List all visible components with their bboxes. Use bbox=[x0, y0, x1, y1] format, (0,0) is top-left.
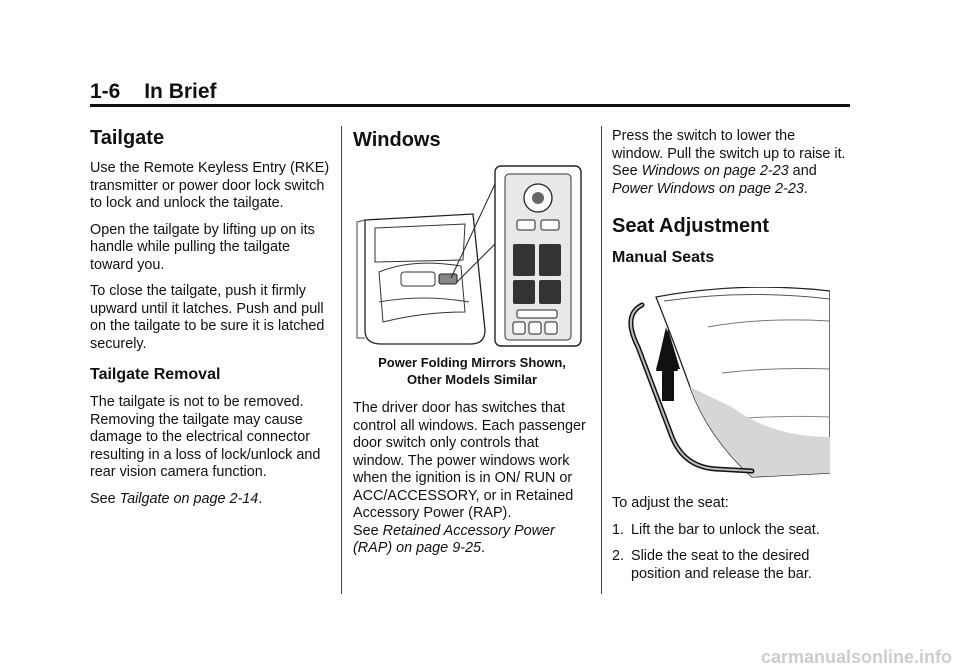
adjust-intro: To adjust the seat: bbox=[612, 495, 729, 511]
windows-cont: Press the switch to lower the window. Pull the switch up to raise it. See Windows on page 2-23 and Power Windows on page 2-23. bbox=[612, 128, 846, 197]
figure-caption: Power Folding Mirrors Shown, Other Models Similar bbox=[378, 355, 566, 387]
watermark: carmanualsonline.info bbox=[760, 647, 952, 667]
tailgate-p2: Open the tailgate by lifting up on its handle while pulling the tailgate toward you. bbox=[90, 221, 315, 273]
windows-link[interactable]: Windows on page 2-23 bbox=[641, 163, 789, 179]
tailgate-removal-heading: Tailgate Removal bbox=[90, 366, 221, 383]
tailgate-p1: Use the Remote Keyless Entry (RKE) transmitter or power door lock switch to lock and unlock the tailgate. bbox=[90, 160, 330, 211]
rap-link[interactable]: Retained Accessory Power (RAP) on page 9-25 bbox=[353, 522, 555, 556]
page-header bbox=[90, 80, 217, 104]
seat-adjustment-heading: Seat Adjustment bbox=[612, 215, 770, 237]
seat-illustration bbox=[612, 287, 830, 487]
manual-seats-heading: Manual Seats bbox=[612, 249, 715, 266]
tailgate-see: See Tailgate on page 2-14. bbox=[90, 490, 263, 507]
tailgate-p3: To close the tailgate, push it firmly upward until it latches. Push and pull on the tailgate to be sure it is latched securely. bbox=[90, 283, 325, 352]
page-number: 1-6 bbox=[90, 80, 121, 103]
column-3 bbox=[612, 128, 850, 592]
section-title: In Brief bbox=[144, 80, 217, 103]
list-item: 1. Lift the bar to unlock the seat. bbox=[612, 521, 820, 538]
windows-heading: Windows bbox=[353, 129, 441, 151]
windows-see: See Retained Accessory Power (RAP) on page 9-25. bbox=[353, 522, 555, 556]
column-1 bbox=[90, 126, 330, 517]
tailgate-link[interactable]: Tailgate on page 2-14 bbox=[119, 490, 259, 507]
tailgate-p4: The tailgate is not to be removed. Removing the tailgate may cause damage to the electrical connector resulting in a loss of lock/unlock and rear vision camera function. bbox=[90, 394, 321, 480]
door-switch-illustration bbox=[353, 162, 583, 348]
column-divider-2 bbox=[601, 126, 602, 594]
column-2 bbox=[353, 126, 591, 567]
power-windows-link[interactable]: Power Windows on page 2-23 bbox=[612, 180, 804, 197]
header-rule bbox=[90, 104, 850, 107]
tailgate-heading: Tailgate bbox=[90, 127, 165, 149]
list-item: 2. Slide the seat to the desired position and release the bar. bbox=[612, 548, 812, 582]
seat-steps bbox=[612, 522, 850, 584]
column-divider-1 bbox=[341, 126, 342, 594]
windows-p1: The driver door has switches that control all windows. Each passenger door switch only controls that window. The power windows work when the ignition is in ON/ RUN or ACC/ACCESSORY, or in Retained Accessory Power (RAP). bbox=[353, 400, 586, 521]
